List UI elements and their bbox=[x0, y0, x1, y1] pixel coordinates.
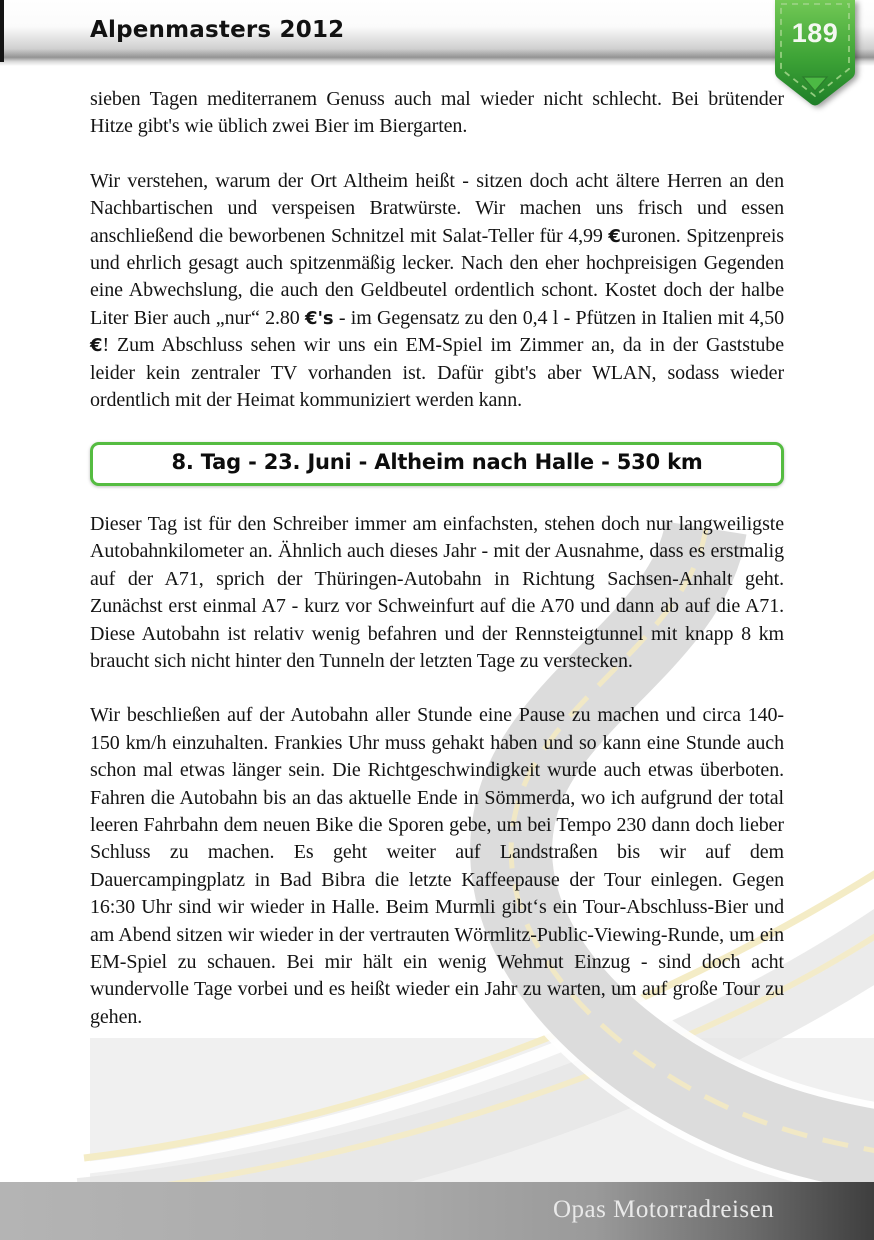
paragraph: sieben Tagen mediterranem Genuss auch mal wieder nicht schlecht. Bei brütender Hitze gibt's wie üblich zwei Bier im Biergarten. bbox=[90, 88, 784, 138]
footer-brand: Opas Motorradreisen bbox=[553, 1196, 775, 1223]
paragraph: Dieser Tag ist für den Schreiber immer am einfachsten, stehen doch nur langweiligste Autobahnkilometer an. Ähnlich auch dieses Jahr - mit der Ausnahme, dass es erstmalig auf der A71, sprich der Thüringen-Autobahn in Richtung Sachsen-Anhalt geht. Zunächst erst einmal A7 - kurz vor Schweinfurt auf die A70 und dann ab auf die A71. Diese Autobahn ist relativ wenig befahren und der Rennsteigtunnel mit knapp 8 km braucht sich nicht hinter den Tunneln der letzten Tage zu verstecken. bbox=[90, 512, 784, 672]
article-body bbox=[90, 86, 784, 1058]
page-number-ribbon bbox=[772, 0, 860, 112]
paragraph: Wir beschließen auf der Autobahn aller Stunde eine Pause zu machen und circa 140-150 km/h einzuhalten. Frankies Uhr muss gehakt haben und so kann eine Stunde auch schon mal etwas länger sein. Die Richtgeschwindigkeit wurde auch etwas überboten. Fahren die Autobahn bis an das aktuelle Ende in Sömmerda, wo ich aufgrund der total leeren Fahrbahn dem neuen Bike die Sporen gebe, um bei Tempo 230 dann doch lieber Schluss zu machen. Es geht weiter auf Landstraßen bis wir auf dem Dauercampingplatz in Bad Bibra die letzte Kaffeepause der Tour einlegen. Gegen 16:30 Uhr sind wir wieder in Halle. Beim Murmli gibt‘s ein Tour-Abschluss-Bier und am Abend sitzen wir wieder in der vertrauten Wörmlitz-Public-Viewing-Runde, um ein EM-Spiel zu schauen. Bei mir hält ein wenig Wehmut Einzug - sind doch acht wundervolle Tage vorbei und es heißt wieder ein Jahr zu warten, um auf große Tour zu gehen. bbox=[90, 704, 784, 1028]
page-title: Alpenmasters 2012 bbox=[90, 17, 345, 43]
page-number: 189 bbox=[791, 18, 839, 48]
section-heading-box bbox=[90, 442, 784, 485]
section-heading: 8. Tag - 23. Juni - Altheim nach Halle - 530 km bbox=[171, 450, 703, 475]
paragraph: Wir verstehen, warum der Ort Altheim heißt - sitzen doch acht ältere Herren an den Nachbartischen und verspeisen Bratwürste. Wir machen uns frisch und essen anschließend die beworbenen Schnitzel mit Salat-Teller für 4,99 €uronen. Spitzenpreis und ehrlich gesagt auch spitzenmäßig lecker. Nach den eher hochpreisigen Gegenden eine Abwechslung, die auch den Geldbeutel ordentlich schont. Kostet doch der halbe Liter Bier auch „nur“ 2.80 €'s - im Gegensatz zu den 0,4 l - Pfützen in Italien mit 4,50 €! Zum Abschluss sehen wir uns ein EM-Spiel im Zimmer an, da in der Gaststube leider kein zentraler TV vorhanden ist. Dafür gibt's aber WLAN, sodass wieder ordentlich mit der Heimat kommuniziert werden kann. bbox=[90, 169, 784, 412]
footer-bar bbox=[0, 1182, 874, 1240]
header-left-edge-line bbox=[0, 0, 4, 62]
